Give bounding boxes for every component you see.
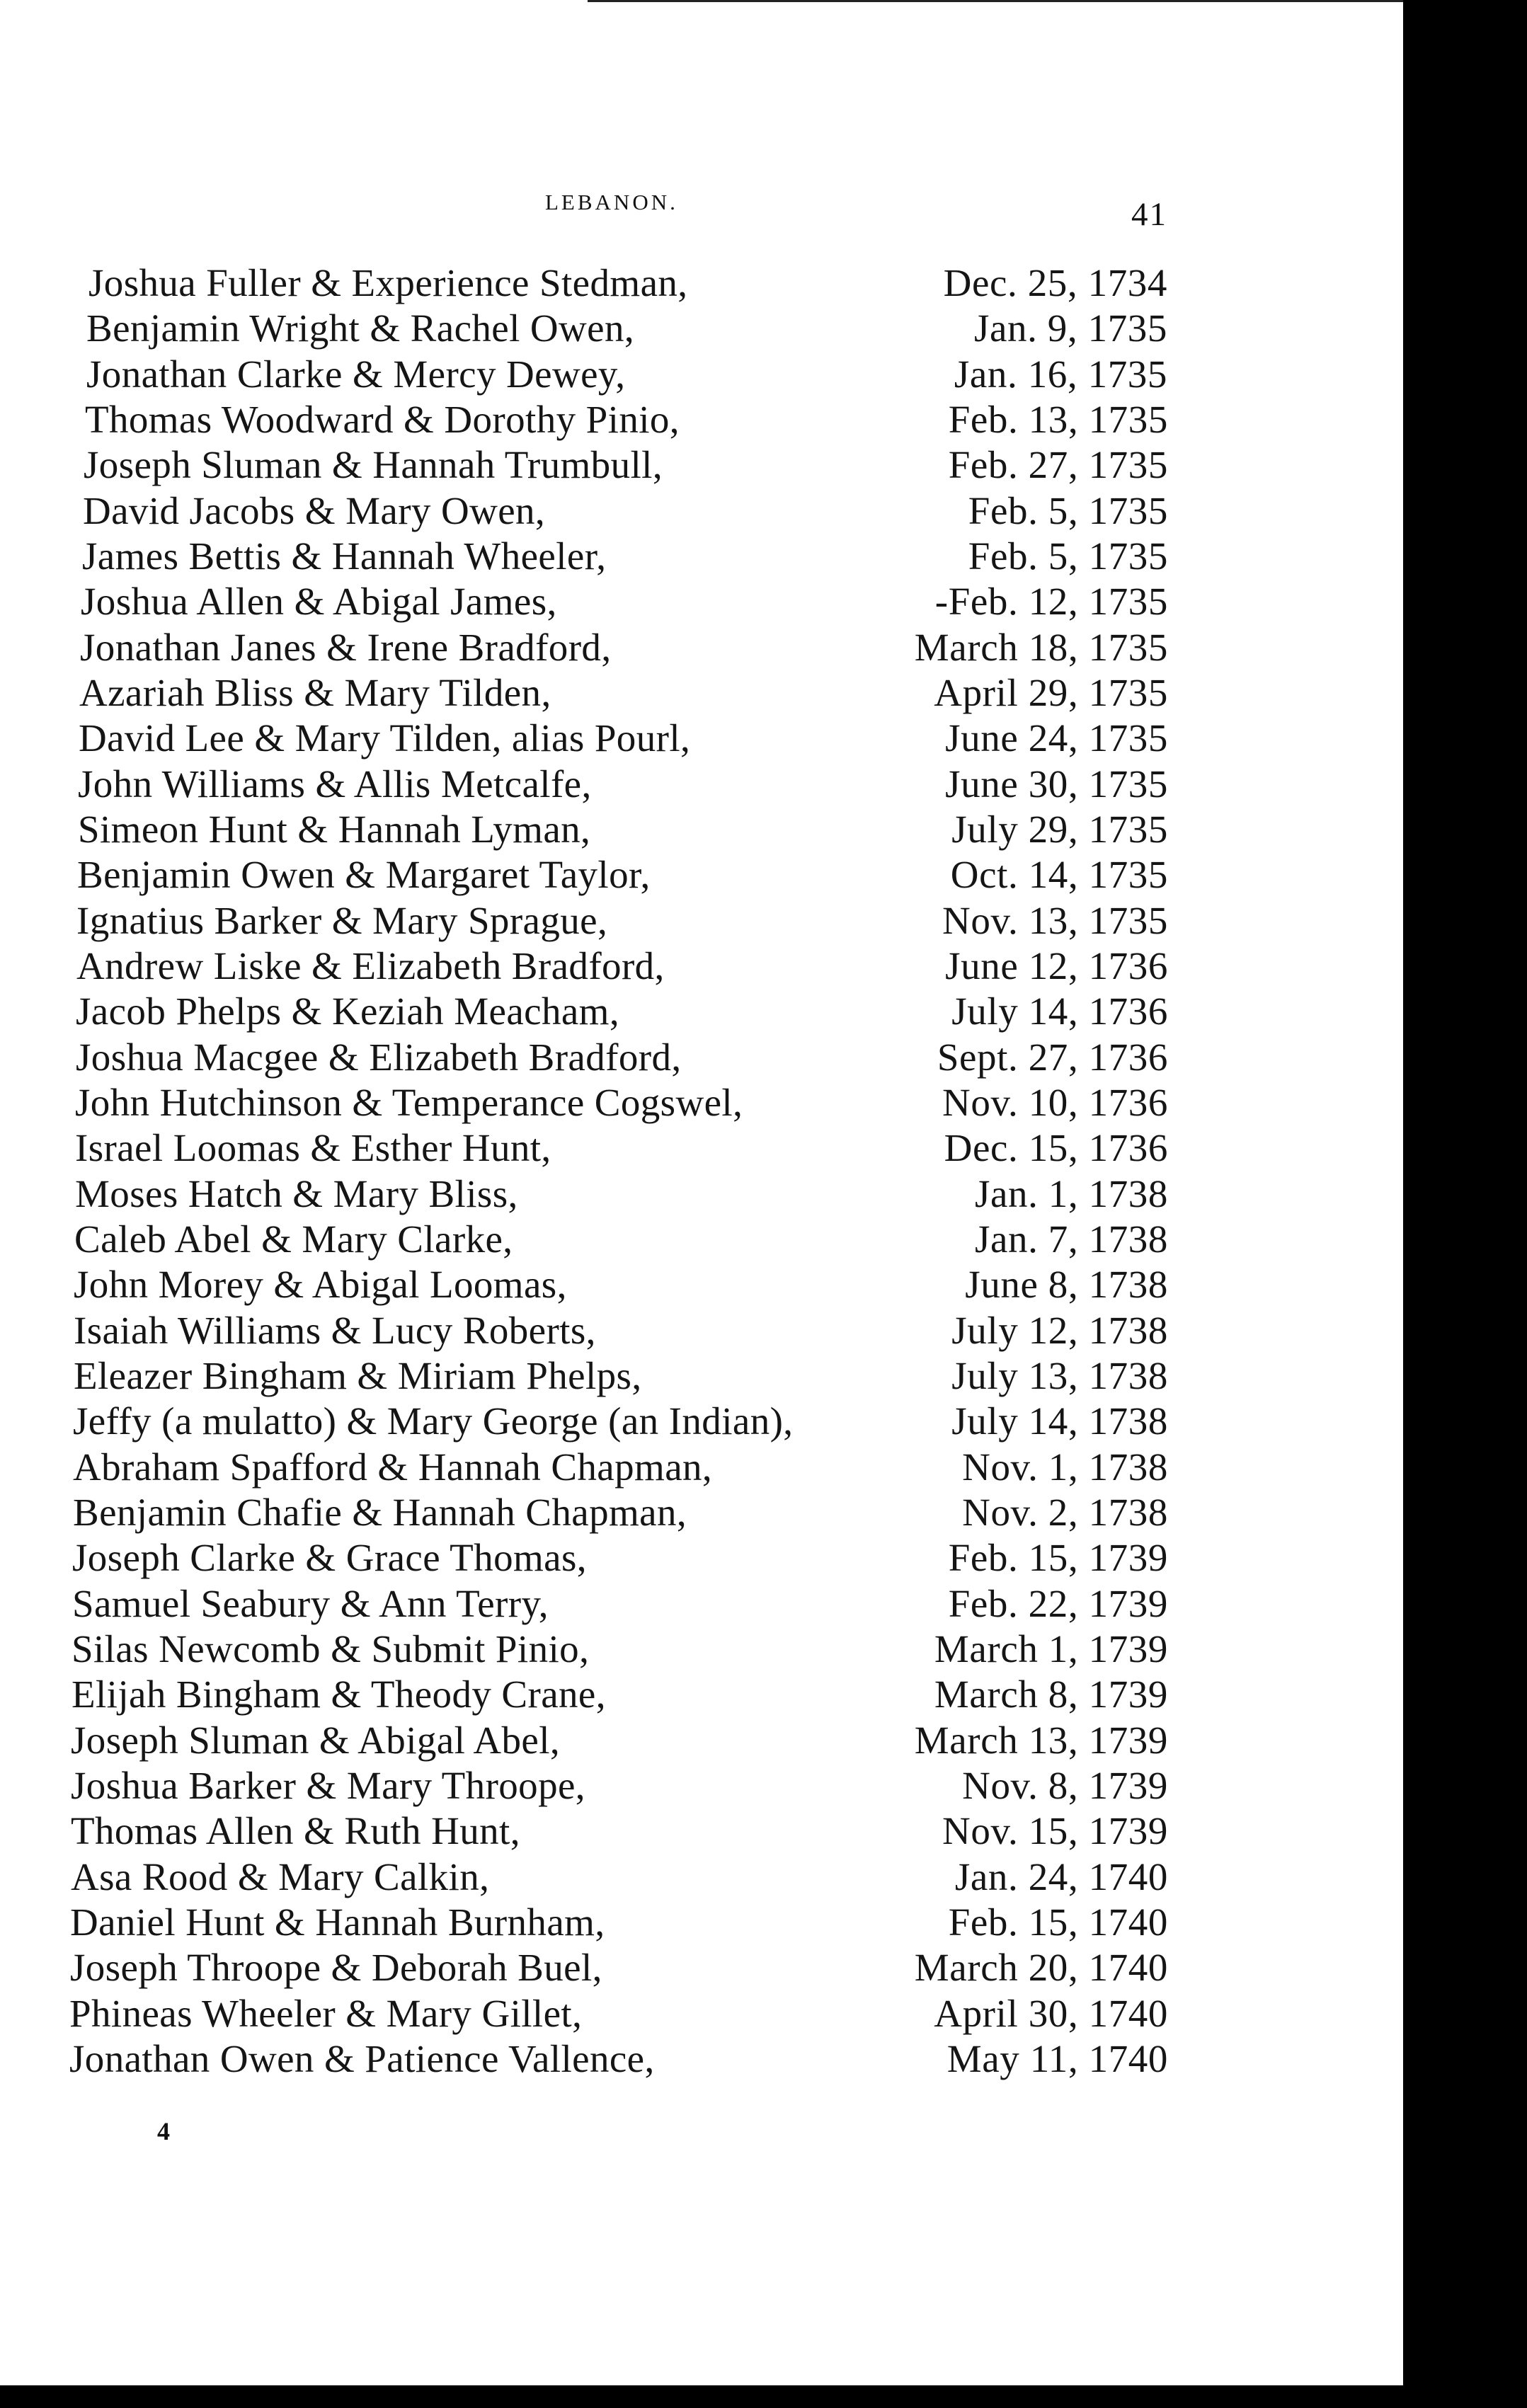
marriage-entry	[74, 1262, 1477, 1307]
top-rule	[588, 0, 1403, 2]
entry-names: Eleazer Bingham & Miriam Phelps,	[74, 1354, 642, 1397]
marriage-entry	[72, 1535, 1475, 1581]
marriage-entry	[79, 716, 1482, 761]
entry-names: Joshua Barker & Mary Throope,	[71, 1764, 585, 1807]
entry-date: Jan. 7, 1738	[974, 1217, 1168, 1261]
entry-date: April 29, 1735	[934, 671, 1168, 714]
entry-date: March 20, 1740	[914, 1946, 1168, 1989]
entry-names: Joshua Fuller & Experience Stedman,	[88, 261, 688, 304]
entry-names: Abraham Spafford & Hannah Chapman,	[73, 1445, 713, 1489]
entry-names: James Bettis & Hannah Wheeler,	[82, 534, 607, 578]
marriage-entry	[75, 1080, 1478, 1125]
entry-date: July 13, 1738	[951, 1354, 1168, 1397]
marriage-entry	[85, 397, 1488, 442]
entry-date: July 12, 1738	[951, 1309, 1168, 1352]
entry-names: Moses Hatch & Mary Bliss,	[75, 1172, 518, 1215]
running-head: LEBANON.	[545, 190, 678, 214]
entry-names: David Lee & Mary Tilden, alias Pourl,	[79, 716, 691, 759]
marriage-entry	[76, 898, 1480, 944]
entry-names: Benjamin Wright & Rachel Owen,	[86, 306, 635, 350]
entry-names: Jonathan Clarke & Mercy Dewey,	[86, 352, 626, 396]
entry-names: Joseph Throope & Deborah Buel,	[70, 1946, 602, 1989]
entry-date: June 24, 1735	[945, 716, 1168, 759]
marriage-entry	[71, 1854, 1474, 1900]
marriage-entry	[76, 989, 1479, 1034]
entry-names: Jacob Phelps & Keziah Meacham,	[76, 990, 620, 1033]
marriage-entry	[75, 1125, 1478, 1171]
marriage-entry	[73, 1399, 1476, 1444]
entry-date: May 11, 1740	[946, 2037, 1168, 2080]
marriage-entry	[70, 1945, 1473, 1990]
entry-date: Nov. 10, 1736	[942, 1081, 1168, 1124]
entry-date: Feb. 15, 1740	[948, 1900, 1168, 1944]
marriage-entry	[72, 1627, 1475, 1672]
entry-date: Feb. 13, 1735	[948, 398, 1168, 441]
marriage-entry	[88, 260, 1492, 306]
entry-names: Joshua Macgee & Elizabeth Bradford,	[76, 1036, 682, 1079]
entry-names: Silas Newcomb & Submit Pinio,	[72, 1627, 590, 1670]
marriage-entry	[79, 670, 1482, 716]
entry-names: Elijah Bingham & Theody Crane,	[72, 1673, 606, 1716]
entry-date: July 29, 1735	[951, 808, 1168, 851]
entry-date: March 18, 1735	[914, 626, 1168, 669]
entry-date: Jan. 24, 1740	[954, 1855, 1168, 1898]
marriage-entry	[84, 442, 1487, 488]
entry-date: Feb. 27, 1735	[948, 443, 1168, 486]
entry-names: Benjamin Chafie & Hannah Chapman,	[73, 1491, 687, 1534]
entry-date: Jan. 9, 1735	[973, 306, 1167, 350]
entry-names: Isaiah Williams & Lucy Roberts,	[74, 1309, 596, 1352]
entry-names: Caleb Abel & Mary Clarke,	[74, 1217, 513, 1261]
marriage-entry	[83, 488, 1486, 534]
marriage-entry	[75, 1171, 1478, 1217]
entry-names: Thomas Woodward & Dorothy Pinio,	[85, 398, 680, 441]
entry-date: March 1, 1739	[934, 1627, 1168, 1670]
marriage-entry	[86, 352, 1489, 397]
entry-names: John Morey & Abigal Loomas,	[74, 1263, 567, 1306]
entry-names: John Hutchinson & Temperance Cogswel,	[75, 1081, 743, 1124]
marriage-entry	[78, 807, 1481, 852]
marriage-entry	[77, 852, 1480, 898]
entry-date: March 8, 1739	[934, 1673, 1168, 1716]
marriage-entry	[70, 1900, 1473, 1945]
marriage-entry	[78, 762, 1481, 807]
entry-date: June 30, 1735	[945, 762, 1168, 805]
marriage-entry	[71, 1808, 1474, 1854]
entry-date: Nov. 13, 1735	[942, 899, 1168, 942]
entry-names: Jonathan Owen & Patience Vallence,	[69, 2037, 655, 2080]
marriage-entry	[69, 1991, 1472, 2036]
page-number: 41	[1131, 196, 1167, 233]
entry-date: Dec. 15, 1736	[944, 1126, 1168, 1169]
entry-names: Jonathan Janes & Irene Bradford,	[80, 626, 612, 669]
marriage-entry	[69, 2036, 1472, 2082]
entry-date: Feb. 5, 1735	[968, 489, 1168, 532]
entry-names: Israel Loomas & Esther Hunt,	[75, 1126, 551, 1169]
entry-names: Benjamin Owen & Margaret Taylor,	[77, 853, 651, 896]
entry-names: Joseph Clarke & Grace Thomas,	[72, 1536, 587, 1579]
entry-names: John Williams & Allis Metcalfe,	[78, 762, 592, 805]
entry-date: June 12, 1736	[945, 944, 1168, 987]
marriage-entry	[73, 1490, 1476, 1535]
marriage-entry	[71, 1763, 1474, 1808]
marriage-entry	[76, 1035, 1479, 1080]
entry-date: Nov. 2, 1738	[962, 1491, 1168, 1534]
entry-date: -Feb. 12, 1735	[934, 580, 1168, 623]
entry-date: Sept. 27, 1736	[937, 1036, 1168, 1079]
marriage-entry	[74, 1217, 1477, 1262]
entry-names: Joseph Sluman & Abigal Abel,	[71, 1719, 561, 1762]
entry-date: Nov. 8, 1739	[962, 1764, 1168, 1807]
entry-names: David Jacobs & Mary Owen,	[83, 489, 546, 532]
entry-names: Azariah Bliss & Mary Tilden,	[79, 671, 551, 714]
entry-date: Nov. 15, 1739	[942, 1809, 1168, 1852]
entry-names: Thomas Allen & Ruth Hunt,	[71, 1809, 520, 1852]
marriage-entry	[86, 306, 1489, 351]
entry-date: Oct. 14, 1735	[950, 853, 1168, 896]
marriage-entry	[72, 1581, 1475, 1627]
marriage-entry	[80, 625, 1483, 670]
marriage-entry	[74, 1308, 1477, 1353]
marriage-entry	[73, 1445, 1476, 1490]
entry-date: July 14, 1736	[951, 990, 1168, 1033]
entry-names: Samuel Seabury & Ann Terry,	[72, 1582, 549, 1625]
marriage-entry	[71, 1718, 1474, 1763]
marriage-entry	[72, 1672, 1475, 1717]
entry-names: Joseph Sluman & Hannah Trumbull,	[84, 443, 663, 486]
marriage-entry	[76, 944, 1480, 989]
entry-names: Joshua Allen & Abigal James,	[81, 580, 557, 623]
marriage-entry	[81, 579, 1484, 624]
entry-names: Andrew Liske & Elizabeth Bradford,	[76, 944, 665, 987]
entry-names: Daniel Hunt & Hannah Burnham,	[70, 1900, 605, 1944]
entry-date: Jan. 1, 1738	[974, 1172, 1168, 1215]
entry-date: March 13, 1739	[914, 1719, 1168, 1762]
entry-names: Jeffy (a mulatto) & Mary George (an Indian),	[73, 1399, 794, 1443]
signature-mark: 4	[157, 2117, 170, 2145]
entry-names: Asa Rood & Mary Calkin,	[71, 1855, 490, 1898]
entry-names: Phineas Wheeler & Mary Gillet,	[69, 1992, 583, 2035]
entry-date: Nov. 1, 1738	[962, 1445, 1168, 1489]
entry-names: Simeon Hunt & Hannah Lyman,	[78, 808, 591, 851]
entry-date: Jan. 16, 1735	[954, 352, 1167, 396]
entry-date: April 30, 1740	[934, 1992, 1168, 2035]
marriage-entry	[74, 1353, 1477, 1399]
entry-date: Feb. 22, 1739	[948, 1582, 1168, 1625]
entry-date: Feb. 15, 1739	[948, 1536, 1168, 1579]
entry-date: Feb. 5, 1735	[968, 534, 1168, 578]
entry-date: Dec. 25, 1734	[943, 261, 1167, 304]
entry-date: July 14, 1738	[951, 1399, 1168, 1443]
entry-names: Ignatius Barker & Mary Sprague,	[76, 899, 608, 942]
entry-date: June 8, 1738	[965, 1263, 1168, 1306]
marriage-entry	[82, 534, 1485, 579]
